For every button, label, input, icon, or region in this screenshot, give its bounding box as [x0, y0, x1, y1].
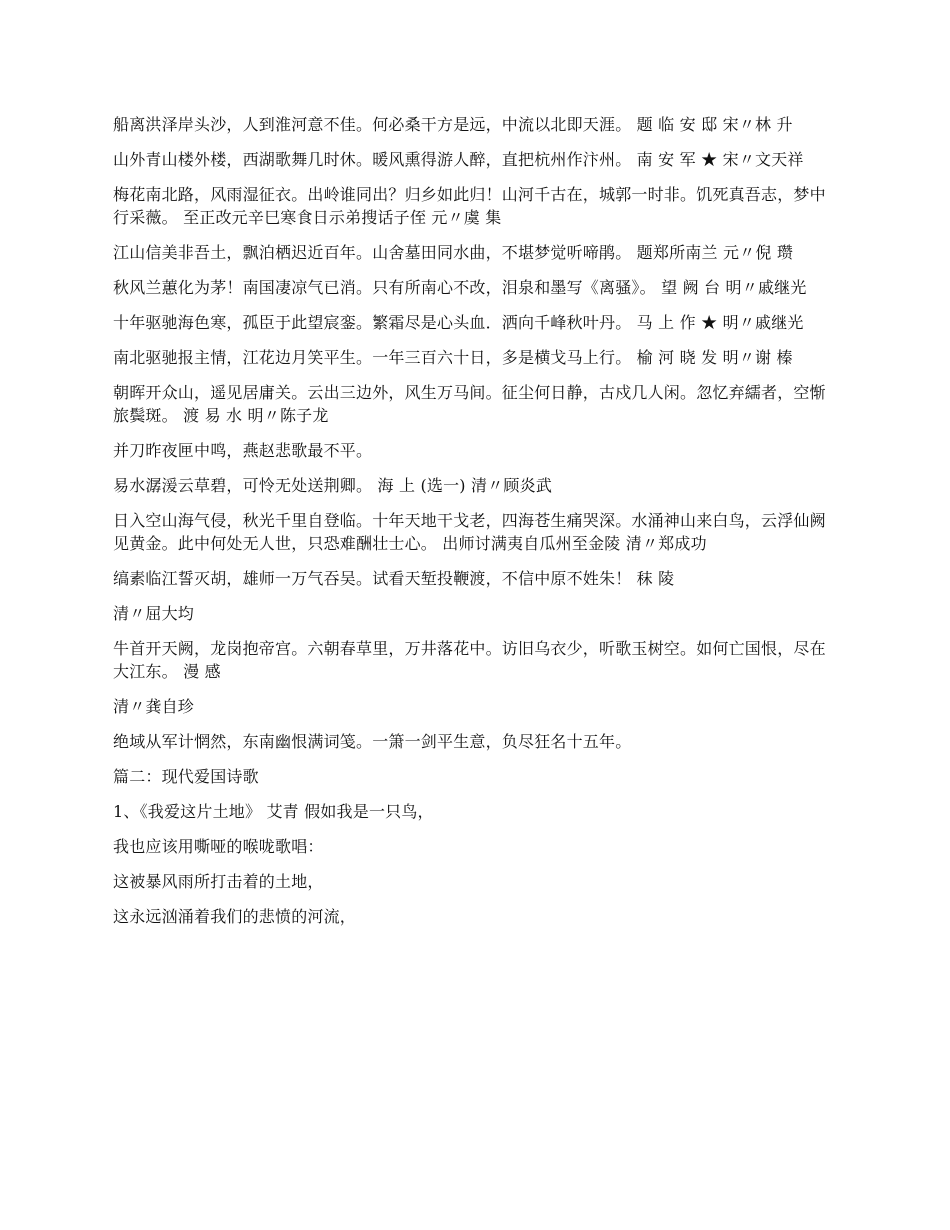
poem-paragraph-10: 易水潺湲云草碧，可怜无处送荆卿。 海 上 (选一) 清〃顾炎武 — [113, 476, 553, 495]
poem-paragraph-14: 牛首开天阙，龙岗抱帝宫。六朝春草里，万井落花中。访旧乌衣少，听歌玉树空。如何亡国恨，尽在大江东。 漫 感 — [113, 639, 826, 681]
poem-paragraph-3: 梅花南北路，风雨湿征衣。出岭谁同出？归乡如此归！山河千古在，城郭一时非。饥死真吾志，梦中行采薇。 至正改元辛巳寒食日示弟搜话子侄 元〃虞 集 — [113, 185, 826, 227]
poem-paragraph-16: 绝域从军计惘然，东南幽恨满词笺。一箫一剑平生意，负尽狂名十五年。 — [113, 732, 632, 751]
poem-paragraph-11: 日入空山海气侵，秋光千里自登临。十年天地干戈老，四海苍生痛哭深。水涌神山来白鸟，云浮仙阙见黄金。此中何处无人世，只恐难酬壮士心。 出师讨满夷自瓜州至金陵 清〃郑成功 — [113, 511, 826, 553]
modern-poem-line-2: 我也应该用嘶哑的喉咙歌唱： — [113, 837, 324, 856]
poem-paragraph-1: 船离洪泽岸头沙，人到淮河意不佳。何必桑干方是远，中流以北即天涯。 题 临 安 邸 宋〃林 升 — [113, 115, 793, 134]
poem-paragraph-12: 缟素临江誓灭胡，雄师一万气吞吴。试看天堑投鞭渡，不信中原不姓朱！ 秣 陵 — [113, 569, 675, 588]
poem-paragraph-13: 清〃屈大均 — [113, 604, 195, 623]
section-heading: 篇二：现代爱国诗歌 — [113, 767, 259, 786]
poem-paragraph-5: 秋风兰蕙化为茅！南国凄凉气已消。只有所南心不改，泪泉和墨写《离骚》。 望 阙 台 明〃戚继光 — [113, 278, 807, 297]
document-page — [113, 113, 841, 940]
poem-paragraph-6: 十年驱驰海色寒，孤臣于此望宸銮。繁霜尽是心头血．洒向千峰秋叶丹。 马 上 作 ★ 明〃戚继光 — [113, 313, 804, 332]
modern-poem-line-3: 这被暴风雨所打击着的土地， — [113, 872, 324, 891]
poem-paragraph-2: 山外青山楼外楼，西湖歌舞几时休。暖风熏得游人醉，直把杭州作汴州。 南 安 军 ★ 宋〃文天祥 — [113, 150, 804, 169]
modern-poem-line-1: 1、《我爱这片土地》 艾青 假如我是一只鸟， — [113, 802, 434, 821]
poem-paragraph-15: 清〃龚自珍 — [113, 697, 195, 716]
poem-paragraph-8: 朝晖开众山，遥见居庸关。云出三边外，风生万马间。征尘何日静，古戍几人闲。忽忆弃繻者，空惭旅鬓斑。 渡 易 水 明〃陈子龙 — [113, 383, 826, 425]
poem-paragraph-4: 江山信美非吾土，飘泊栖迟近百年。山舍墓田同水曲，不堪梦觉听啼鹃。 题郑所南兰 元〃倪 瓒 — [113, 243, 794, 262]
poem-paragraph-7: 南北驱驰报主情，江花边月笑平生。一年三百六十日，多是横戈马上行。 榆 河 晓 发 明〃谢 榛 — [113, 348, 793, 367]
modern-poem-line-4: 这永远汹涌着我们的悲愤的河流， — [113, 907, 357, 926]
poem-paragraph-9: 并刀昨夜匣中鸣，燕赵悲歌最不平。 — [113, 441, 373, 460]
